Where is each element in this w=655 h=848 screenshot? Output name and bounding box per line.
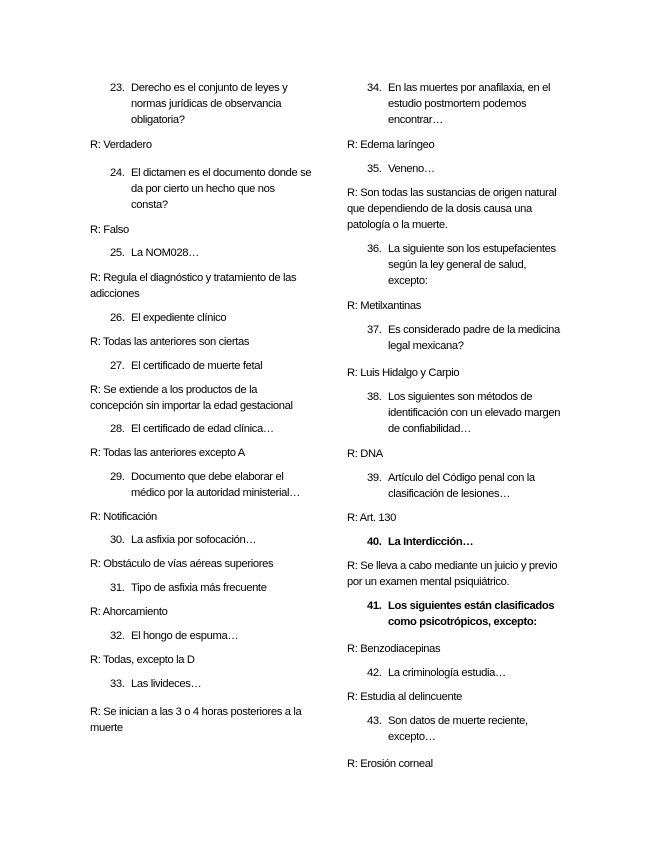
question-item bbox=[367, 470, 565, 502]
question-text: Los siguientes son métodos de identificación con un elevado margen de confiabilidad… bbox=[388, 391, 561, 435]
question-number: 26. bbox=[110, 312, 125, 324]
question-number: 34. bbox=[367, 82, 382, 94]
question-text: La Interdicción… bbox=[388, 536, 474, 548]
question-number: 29. bbox=[110, 471, 125, 483]
answer-text: R: Erosión corneal bbox=[347, 758, 433, 770]
question-text: La criminología estudia… bbox=[388, 667, 506, 679]
question-number: 39. bbox=[367, 472, 382, 484]
question-text: Los siguientes están clasificados como psicotrópicos, excepto: bbox=[388, 600, 555, 628]
answer-text: R: Falso bbox=[90, 224, 129, 236]
question-item bbox=[110, 80, 312, 128]
question-item bbox=[110, 310, 312, 326]
answer-text: R: DNA bbox=[347, 448, 383, 460]
question-text: Son datos de muerte reciente, excepto… bbox=[388, 715, 528, 743]
answer-text: R: Benzodiacepinas bbox=[347, 643, 441, 655]
question-item bbox=[367, 389, 565, 437]
answer-text: R: Verdadero bbox=[90, 139, 152, 151]
question-number: 42. bbox=[367, 667, 382, 679]
question-number: 31. bbox=[110, 582, 125, 594]
question-item bbox=[367, 322, 565, 354]
question-text: Es considerado padre de la medicina legal mexicana? bbox=[388, 324, 560, 352]
question-item bbox=[110, 628, 312, 644]
question-item bbox=[367, 713, 565, 745]
question-item bbox=[367, 80, 565, 128]
question-item bbox=[110, 165, 312, 213]
question-item bbox=[367, 598, 565, 630]
question-text: El expediente clínico bbox=[131, 312, 227, 324]
question-number: 32. bbox=[110, 630, 125, 642]
question-text: La NOM028… bbox=[131, 247, 200, 259]
question-item bbox=[367, 534, 565, 550]
question-text: La siguiente son los estupefacientes según la ley general de salud, excepto: bbox=[388, 243, 556, 287]
question-number: 38. bbox=[367, 391, 382, 403]
answer-text: R: Edema laríngeo bbox=[347, 139, 435, 151]
answer-text: R: Notificación bbox=[90, 511, 157, 523]
answer-text: R: Luis Hidalgo y Carpio bbox=[347, 367, 460, 379]
question-number: 30. bbox=[110, 534, 125, 546]
question-text: Artículo del Código penal con la clasificación de lesiones… bbox=[388, 472, 535, 500]
answer-text: R: Son todas las sustancias de origen natural que dependiendo de la dosis causa una patología o la muerte. bbox=[347, 187, 557, 231]
answer-text: R: Se inician a las 3 o 4 horas posteriores a la muerte bbox=[90, 706, 302, 734]
question-text: Tipo de asfixia más frecuente bbox=[131, 582, 267, 594]
answer-text: R: Se lleva a cabo mediante un juicio y previo por un examen mental psiquiátrico. bbox=[347, 560, 558, 588]
answer-text: R: Estudia al delincuente bbox=[347, 691, 463, 703]
answer-text: R: Art. 130 bbox=[347, 512, 397, 524]
question-text: El certificado de edad clínica… bbox=[131, 423, 274, 435]
answer-text: R: Obstáculo de vías aéreas superiores bbox=[90, 558, 274, 570]
question-number: 35. bbox=[367, 163, 382, 175]
question-number: 41. bbox=[367, 600, 382, 612]
question-item bbox=[367, 241, 565, 289]
question-text: El certificado de muerte fetal bbox=[131, 360, 263, 372]
question-text: El dictamen es el documento donde se da por cierto un hecho que nos consta? bbox=[131, 167, 312, 211]
question-item bbox=[110, 532, 312, 548]
question-item bbox=[110, 676, 312, 692]
answer-text: R: Todas las anteriores son ciertas bbox=[90, 336, 250, 348]
question-text: La asfixia por sofocación… bbox=[131, 534, 257, 546]
question-item bbox=[110, 469, 312, 501]
question-number: 24. bbox=[110, 167, 125, 179]
question-item bbox=[367, 665, 565, 681]
question-item bbox=[367, 161, 565, 177]
question-number: 40. bbox=[367, 536, 382, 548]
question-item bbox=[110, 245, 312, 261]
answer-text: R: Todas, excepto la D bbox=[90, 654, 195, 666]
question-number: 27. bbox=[110, 360, 125, 372]
question-text: El hongo de espuma… bbox=[131, 630, 239, 642]
answer-text: R: Metilxantinas bbox=[347, 300, 421, 312]
question-number: 43. bbox=[367, 715, 382, 727]
answer-text: R: Todas las anteriores excepto A bbox=[90, 447, 245, 459]
answer-text: R: Regula el diagnóstico y tratamiento de las adicciones bbox=[90, 272, 297, 300]
question-number: 25. bbox=[110, 247, 125, 259]
question-text: Veneno… bbox=[388, 163, 435, 175]
question-text: Derecho es el conjunto de leyes y normas jurídicas de observancia obligatoria? bbox=[131, 82, 288, 126]
question-item bbox=[110, 421, 312, 437]
question-number: 33. bbox=[110, 678, 125, 690]
question-number: 37. bbox=[367, 324, 382, 336]
question-number: 36. bbox=[367, 243, 382, 255]
question-item bbox=[110, 358, 312, 374]
question-number: 28. bbox=[110, 423, 125, 435]
answer-text: R: Se extiende a los productos de la concepción sin importar la edad gestacional bbox=[90, 384, 293, 412]
question-number: 23. bbox=[110, 82, 125, 94]
question-text: Documento que debe elaborar el médico por la autoridad ministerial… bbox=[131, 471, 300, 499]
answer-text: R: Ahorcamiento bbox=[90, 606, 168, 618]
question-item bbox=[110, 580, 312, 596]
question-text: Las livideces… bbox=[131, 678, 202, 690]
question-text: En las muertes por anafilaxia, en el estudio postmortem podemos encontrar… bbox=[388, 82, 551, 126]
